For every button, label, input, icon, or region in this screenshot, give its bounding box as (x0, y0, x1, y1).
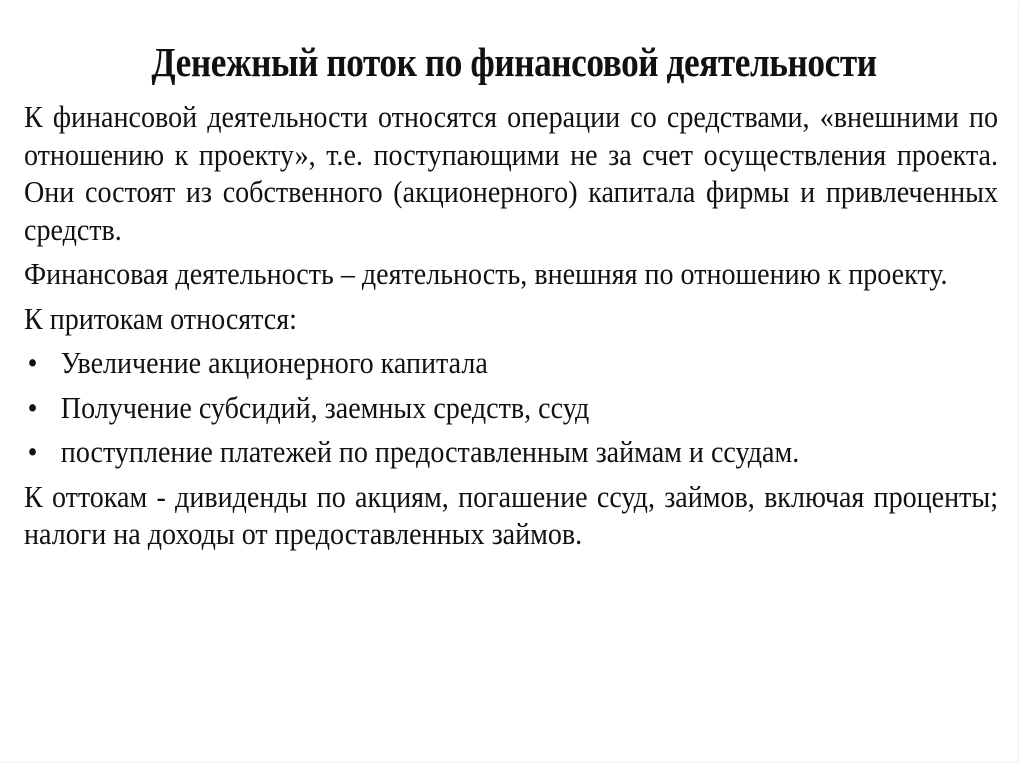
paragraph-outflows: К оттокам - дивиденды по акциям, погашение ссуд, займов, включая проценты; налоги на доходы от предоставленных займов. (24, 479, 999, 551)
text-block (24, 99, 998, 554)
list-item (24, 345, 998, 383)
bullet-icon: • (27, 435, 38, 469)
paragraph-definition: К финансовой деятельности относятся операции со средствами, «внешними по отношению к проекту», т.е. поступающими не за счет осуществления проекта. Они состоят из собственного (акционерного) капитала фирмы и привлеченных средств. (24, 100, 999, 247)
bullet-icon: • (27, 390, 38, 425)
paragraph-inflows-heading: К притокам относятся: (24, 301, 297, 336)
paragraph-external-activity: Финансовая деятельность – деятельность, внешняя по отношению к проекту. (24, 257, 948, 291)
slide-body (24, 99, 998, 561)
inflows-list (24, 345, 998, 472)
list-item (24, 390, 998, 428)
list-item (24, 434, 998, 472)
list-item-text: поступление платежей по предоставленным займам и ссудам. (60, 435, 800, 469)
slide (2, 2, 1019, 763)
bullet-icon: • (27, 346, 38, 380)
list-item-text: Получение субсидий, заемных средств, ссуд (60, 390, 590, 425)
list-item-text: Увеличение акционерного капитала (60, 346, 488, 380)
slide-title: Денежный поток по финансовой деятельности (151, 39, 877, 85)
